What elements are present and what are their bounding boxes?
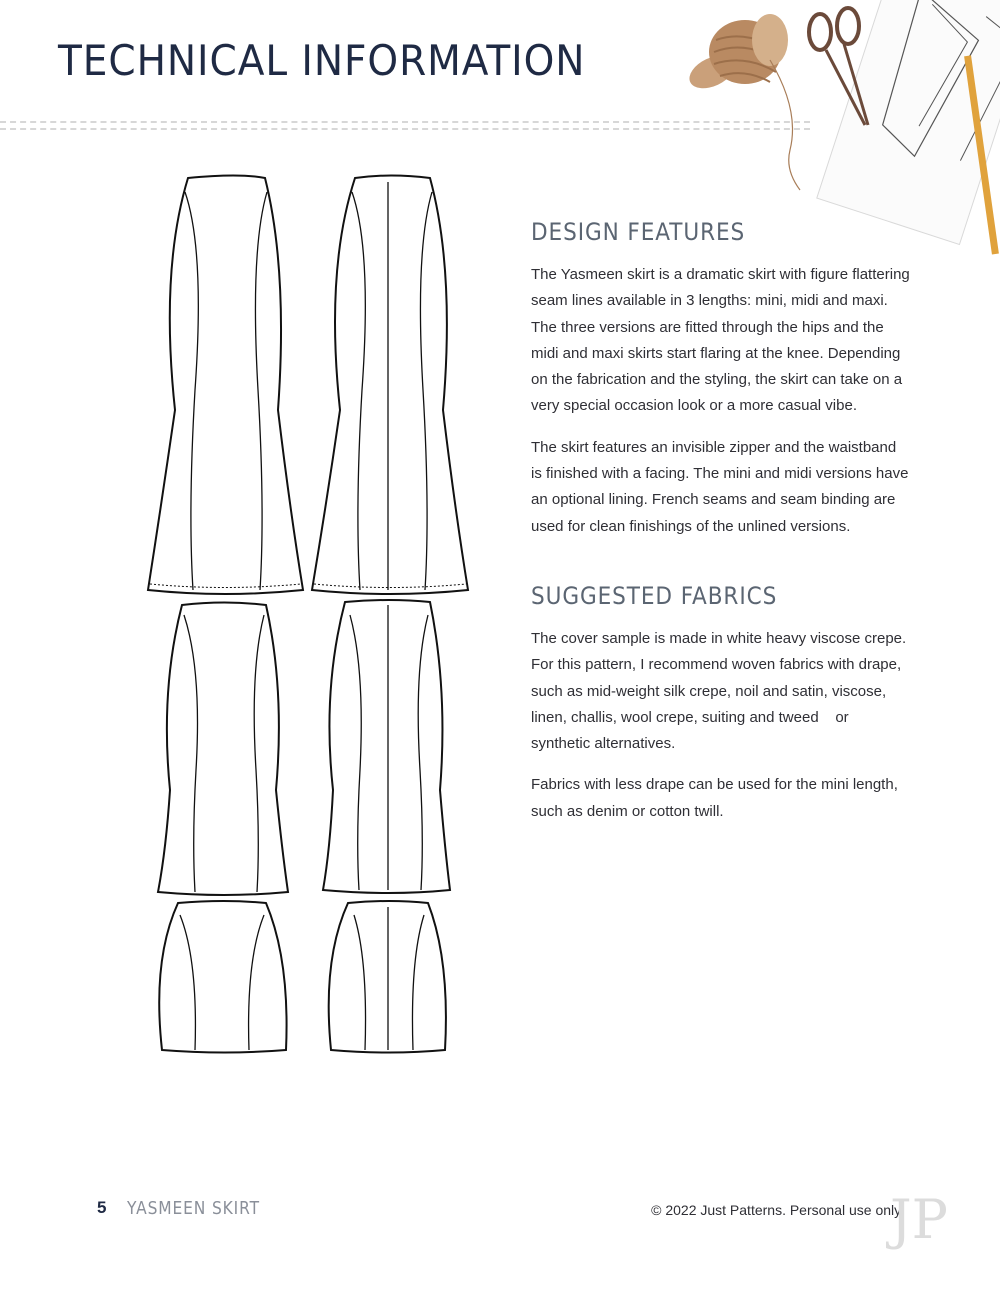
mini-skirt-back — [329, 901, 446, 1053]
suggested-fabrics-paragraph: Fabrics with less drape can be used for the mini length, such as denim or cotton twill. — [531, 776, 898, 820]
mini-skirt-front — [159, 901, 286, 1053]
pattern-name: YASMEEN SKIRT — [127, 1198, 260, 1219]
suggested-fabrics-heading: SUGGESTED FABRICS — [531, 581, 778, 610]
pattern-paper — [817, 0, 1000, 244]
design-features-heading: DESIGN FEATURES — [531, 218, 746, 246]
design-features-paragraph: The skirt features an invisible zipper and the waistband is finished with a facing. The mini and midi versions have an optional lining. French seams and seam binding are used for clean finishings of the unlined versions. — [531, 438, 909, 535]
thread-spool-icon — [684, 14, 800, 190]
logo-text: JP — [890, 1188, 948, 1251]
maxi-skirt-front — [148, 176, 303, 595]
midi-skirt-back — [323, 600, 450, 893]
just-patterns-logo-icon — [886, 1188, 956, 1254]
maxi-skirt-back — [312, 176, 468, 595]
page-number: 5 — [97, 1198, 107, 1217]
technical-flats — [140, 170, 480, 1060]
copyright-notice: © 2022 Just Patterns. Personal use only. — [651, 1202, 904, 1218]
page-title: TECHNICAL INFORMATION — [58, 36, 586, 85]
midi-skirt-front — [158, 603, 288, 896]
design-features-paragraph: The Yasmeen skirt is a dramatic skirt with figure flattering seam lines available in 3 lengths: mini, midi and maxi. The three versions are fitted through the hips and the midi and maxi skirts start flaring at the knee. Depending on the fabrication and the styling, the skirt can take on a very special occasion look or a more casual vibe. — [531, 266, 910, 415]
text-column — [531, 218, 911, 840]
suggested-fabrics-paragraph: The cover sample is made in white heavy viscose crepe. For this pattern, I recommend woven fabrics with drape, such as mid-weight silk crepe, noil and satin, viscose, linen, challis, wool crepe, suiting and tweed or synthetic alternatives. — [531, 629, 911, 753]
